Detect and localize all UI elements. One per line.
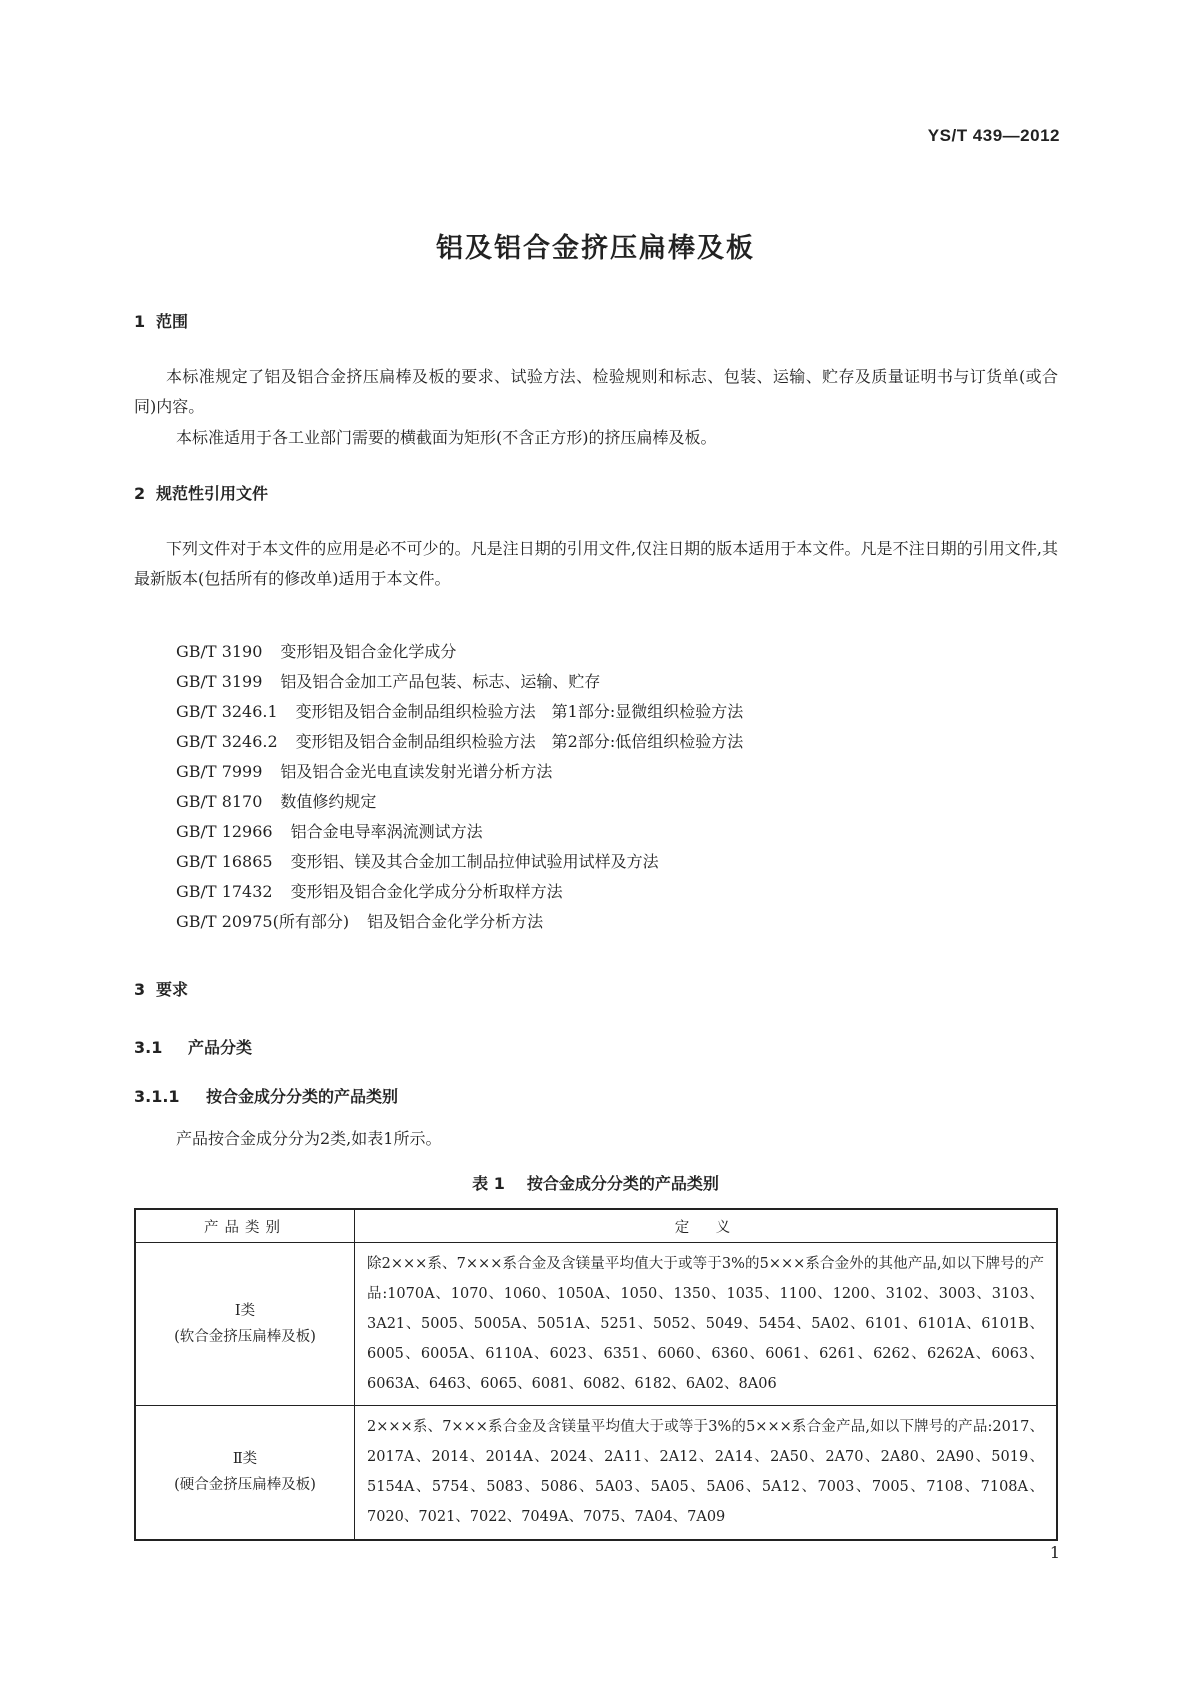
category-note: (软合金挤压扁棒及板)	[174, 1329, 316, 1345]
table-row	[135, 1406, 1057, 1540]
reference-code: GB/T 16865	[176, 852, 273, 871]
definition-cell: 2×××系、7×××系合金及含镁量平均值大于或等于3%的5×××系合金产品,如以下牌号的产品:2017、2017A、2014、2014A、2024、2A11、2A12、2A14、2A50、2A70、2A80、2A90、5019、5154A、5754、5083、5086、5A03、5A05、5A06、5A12、7003、7005、7108、7108A、7020、7021、7022、7049A、7075、7A04、7A09	[355, 1406, 1058, 1540]
table-row	[135, 1243, 1057, 1406]
reference-title: 变形铝及铝合金化学成分	[280, 642, 457, 661]
section-3-heading	[134, 977, 188, 1000]
reference-title: 铝及铝合金光电直读发射光谱分析方法	[280, 762, 553, 781]
reference-code: GB/T 8170	[176, 792, 263, 811]
classification-text: 产品按合金成分分为2类,如表1所示。	[176, 1129, 442, 1148]
reference-code: GB/T 20975(所有部分)	[176, 912, 350, 931]
table-header-row	[135, 1209, 1057, 1243]
definition-cell: 除2×××系、7×××系合金及含镁量平均值大于或等于3%的5×××系合金外的其他产品,如以下牌号的产品:1070A、1070、1060、1050A、1050、1350、1035、1100、1200、3102、3003、3103、3A21、5005、5005A、5051A、5251、5052、5049、5454、5A02、6101、6101A、6101B、6005、6005A、6110A、6023、6351、6060、6360、6061、6261、6262、6262A、6063、6063A、6463、6065、6081、6082、6182、6A02、8A06	[355, 1243, 1058, 1406]
section-number: 3.1	[134, 1038, 163, 1057]
section-3-1-heading	[134, 1035, 252, 1058]
column-header-category: 产品类别	[135, 1209, 355, 1243]
reference-code: GB/T 17432	[176, 882, 273, 901]
section-3-1-1-heading	[134, 1084, 398, 1107]
reference-title: 变形铝及铝合金制品组织检验方法 第2部分:低倍组织检验方法	[295, 732, 744, 751]
reference-title: 铝合金电导率涡流测试方法	[290, 822, 483, 841]
category-cell	[135, 1243, 355, 1406]
reference-item	[176, 727, 743, 757]
reference-code: GB/T 3199	[176, 672, 263, 691]
section-title: 产品分类	[188, 1038, 253, 1057]
section-number: 3.1.1	[134, 1087, 180, 1106]
reference-title: 变形铝及铝合金制品组织检验方法 第1部分:显微组织检验方法	[295, 702, 744, 721]
section-number: 2	[134, 484, 146, 503]
reference-item	[176, 787, 743, 817]
category-name: Ⅰ类	[234, 1303, 256, 1319]
section-title: 范围	[156, 312, 189, 331]
classification-table	[134, 1208, 1058, 1541]
references-intro: 下列文件对于本文件的应用是必不可少的。凡是注日期的引用文件,仅注日期的版本适用于本文件。凡是不注日期的引用文件,其最新版本(包括所有的修改单)适用于本文件。	[134, 539, 1058, 588]
reference-code: GB/T 3190	[176, 642, 263, 661]
category-name: Ⅱ类	[232, 1451, 258, 1468]
reference-item	[176, 757, 743, 787]
table-caption-text: 按合金成分分类的产品类别	[526, 1174, 719, 1193]
section-title: 按合金成分分类的产品类别	[206, 1087, 399, 1106]
section-title: 要求	[156, 980, 189, 999]
section-1-heading	[134, 309, 188, 332]
reference-item	[176, 877, 743, 907]
reference-code: GB/T 12966	[176, 822, 273, 841]
section-number: 1	[134, 312, 146, 331]
reference-list	[176, 637, 743, 937]
reference-item	[176, 907, 743, 937]
reference-title: 铝及铝合金化学分析方法	[367, 912, 544, 931]
reference-code: GB/T 3246.2	[176, 732, 278, 751]
document-title: 铝及铝合金挤压扁棒及板	[436, 233, 755, 264]
reference-title: 数值修约规定	[280, 792, 377, 811]
section-2-heading	[134, 481, 268, 504]
reference-item	[176, 817, 743, 847]
reference-item	[176, 637, 743, 667]
reference-code: GB/T 7999	[176, 762, 263, 781]
section-number: 3	[134, 980, 146, 999]
table-caption	[0, 1171, 1191, 1194]
reference-code: GB/T 3246.1	[176, 702, 278, 721]
column-header-definition: 定 义	[355, 1209, 1058, 1243]
page-number: 1	[1049, 1543, 1060, 1562]
reference-title: 变形铝、镁及其合金加工制品拉伸试验用试样及方法	[290, 852, 659, 871]
category-note: (硬合金挤压扁棒及板)	[174, 1477, 316, 1494]
reference-item	[176, 697, 743, 727]
reference-item	[176, 667, 743, 697]
reference-item	[176, 847, 743, 877]
category-cell	[135, 1406, 355, 1540]
scope-paragraph-2: 本标准适用于各工业部门需要的横截面为矩形(不含正方形)的挤压扁棒及板。	[176, 428, 717, 447]
scope-paragraph-1: 本标准规定了铝及铝合金挤压扁棒及板的要求、试验方法、检验规则和标志、包装、运输、贮存及质量证明书与订货单(或合同)内容。	[134, 367, 1058, 416]
reference-title: 变形铝及铝合金化学成分分析取样方法	[290, 882, 563, 901]
section-title: 规范性引用文件	[156, 484, 269, 503]
table-number: 表 1	[472, 1174, 505, 1193]
standard-code: YS/T 439—2012	[927, 126, 1060, 145]
reference-title: 铝及铝合金加工产品包装、标志、运输、贮存	[280, 672, 601, 691]
